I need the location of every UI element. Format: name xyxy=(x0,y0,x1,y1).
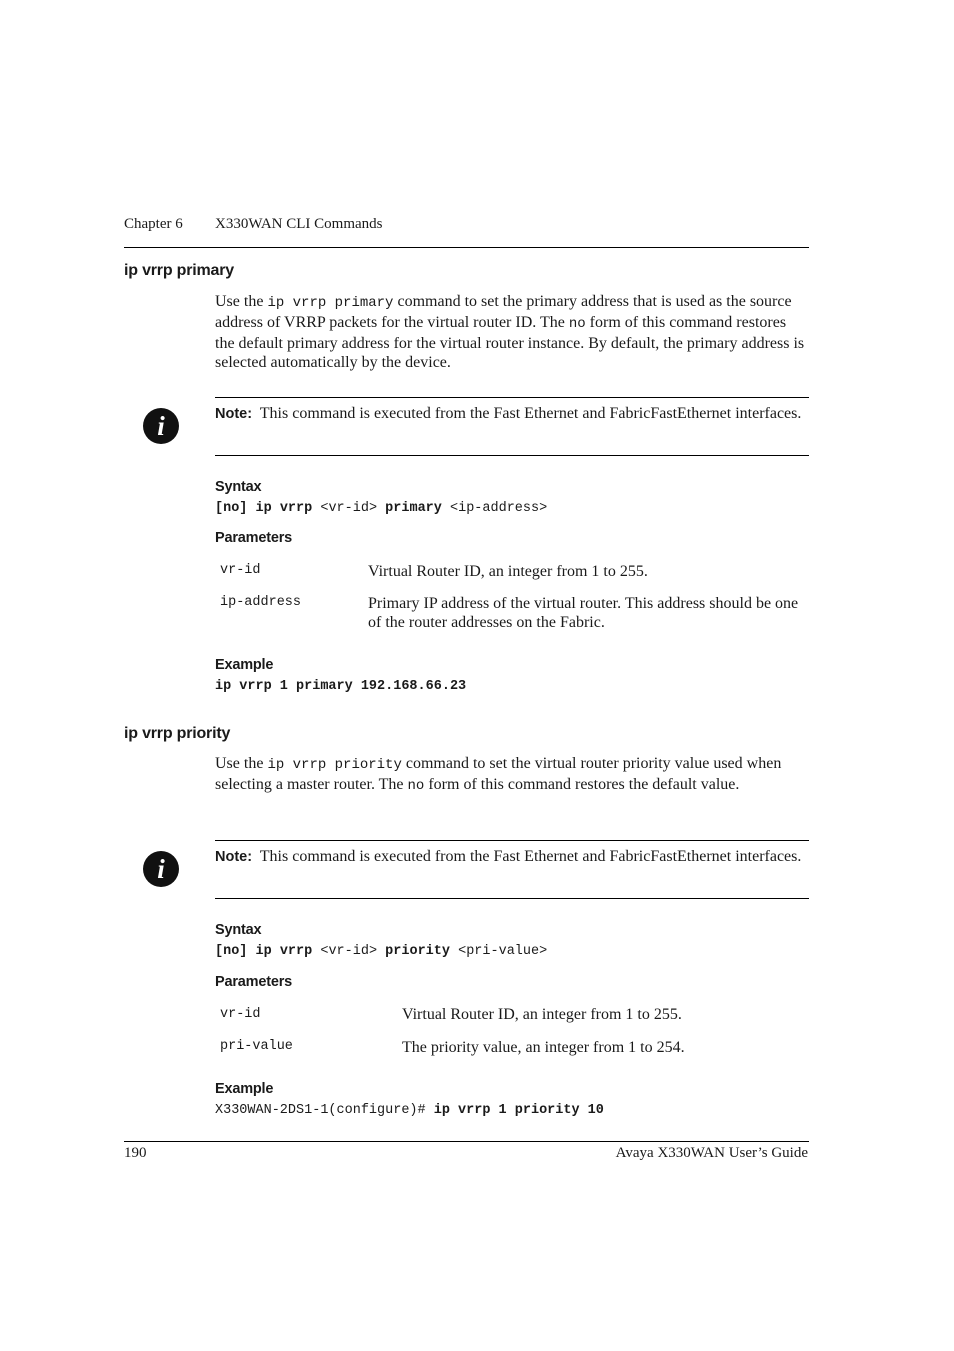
note-label: Note: xyxy=(215,406,253,422)
header-title: X330WAN CLI Commands xyxy=(215,216,383,232)
info-icon: i xyxy=(143,851,179,887)
syntax-heading: Syntax xyxy=(215,922,262,938)
header-chapter: Chapter 6 xyxy=(124,216,183,232)
note-bottom-rule xyxy=(215,455,809,456)
example-code-primary: ip vrrp 1 primary 192.168.66.23 xyxy=(215,679,467,694)
example-prompt: X330WAN-2DS1-1(configure)# xyxy=(215,1103,434,1118)
param-name: vr-id xyxy=(220,563,261,578)
note-top-rule xyxy=(215,840,809,841)
param-name: ip-address xyxy=(220,595,302,610)
param-desc: Virtual Router ID, an integer from 1 to 255. xyxy=(402,1006,682,1023)
parameters-heading: Parameters xyxy=(215,974,292,990)
inline-no: no xyxy=(568,316,586,332)
param-desc: The priority value, an integer from 1 to 254. xyxy=(402,1039,685,1056)
section-intro-primary: Use the ip vrrp primary command to set the primary address that is used as the source address of VRRP packets for the virtual router ID. The no form of this command restores the default primary address for the virtual router instance. By default, the primary address is selected automatically by the device. xyxy=(215,293,805,371)
header-rule xyxy=(124,247,809,248)
note-label: Note: xyxy=(215,849,253,865)
parameters-heading: Parameters xyxy=(215,530,292,546)
section-title-priority: ip vrrp priority xyxy=(124,725,231,742)
inline-command: ip vrrp primary xyxy=(267,295,394,311)
syntax-heading: Syntax xyxy=(215,479,262,495)
section-title-primary: ip vrrp primary xyxy=(124,262,234,279)
example-code-priority xyxy=(215,1103,604,1118)
syntax-line-priority: [no] ip vrrp <vr-id> priority <pri-value> xyxy=(215,944,548,959)
page-number: 190 xyxy=(124,1145,147,1161)
footer-book-title: Avaya X330WAN User’s Guide xyxy=(615,1145,808,1161)
inline-no: no xyxy=(407,778,425,794)
example-heading: Example xyxy=(215,1081,274,1097)
note-text: This command is executed from the Fast Ethernet and FabricFastEthernet interfaces. xyxy=(259,405,802,422)
note-text: This command is executed from the Fast Ethernet and FabricFastEthernet interfaces. xyxy=(259,848,802,865)
example-command: ip vrrp 1 priority 10 xyxy=(433,1103,604,1118)
footer-rule xyxy=(124,1141,809,1142)
param-desc: Virtual Router ID, an integer from 1 to 255. xyxy=(368,563,648,580)
note-priority xyxy=(215,847,809,867)
param-name: vr-id xyxy=(220,1007,261,1022)
inline-command: ip vrrp priority xyxy=(267,757,402,773)
example-heading: Example xyxy=(215,657,274,673)
syntax-line-primary: [no] ip vrrp <vr-id> primary <ip-address> xyxy=(215,501,548,516)
section-intro-priority: Use the ip vrrp priority command to set the virtual router priority value used when selecting a master router. The no form of this command restores the default value. xyxy=(215,755,782,794)
note-primary xyxy=(215,404,809,424)
param-desc: Primary IP address of the virtual router. This address should be one of the router addresses on the Fabric. xyxy=(368,595,799,631)
note-top-rule xyxy=(215,397,809,398)
note-bottom-rule xyxy=(215,898,809,899)
info-icon: i xyxy=(143,408,179,444)
param-name: pri-value xyxy=(220,1039,293,1054)
